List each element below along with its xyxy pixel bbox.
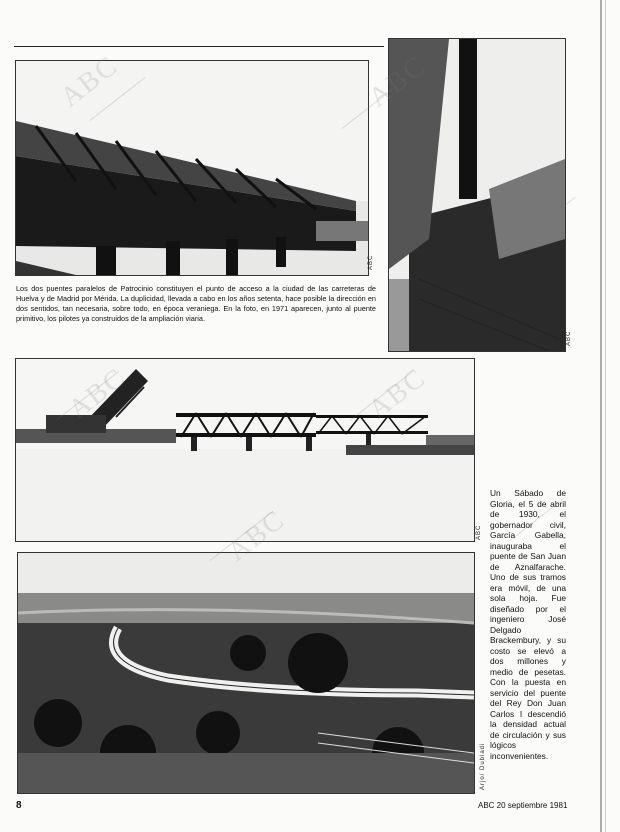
page-number: 8 xyxy=(16,800,22,811)
side-caption: Un Sábado de Gloria, el 5 de abril de 1930, el gobernador civil, García Gabella, inauguraba el puente de San Juan de Aznalfarache. Uno de sus tramos era móvil, de una sola hoja. Fue diseñado por el ingeniero José Delgado Brackembury, y su costo se elevó a dos millones y medio de pesetas. Con la puesta en servicio del puente del Rey Don Juan Carlos I descendió la densidad actual de circulación y sus lógicos inconvenientes. xyxy=(490,488,566,761)
aerial-photo-illustration xyxy=(18,553,474,793)
photo-credit: ABC xyxy=(566,330,572,346)
bridge-photo-illustration xyxy=(16,61,368,275)
photo-credit: ABC xyxy=(368,254,374,270)
truss-bridge-illustration xyxy=(16,359,474,541)
photo-san-juan-bridge xyxy=(15,358,475,542)
top-rule xyxy=(14,46,384,47)
photo-bridge-pier xyxy=(388,38,566,352)
pier-photo-illustration xyxy=(389,39,565,351)
photo-credit: ABC xyxy=(476,524,482,540)
photo-patrocinio-bridges xyxy=(15,60,369,276)
photo-caption: Los dos puentes paralelos de Patrocinio constituyen el punto de acceso a la ciudad de las carreteras de Huelva y de Madrid por Mérida. La duplicidad, llevada a cabo en los años setenta, hace posible la dirección en dos sentidos, tan necesaria, sobre todo, en época veraniega. En la foto, en 1971 aparecen, junto al puente primitivo, los pilotes ya construidos de la ampliación viaria. xyxy=(16,284,376,323)
column-rule xyxy=(605,0,606,832)
footer-date: ABC 20 septiembre 1981 xyxy=(478,801,568,810)
column-rule xyxy=(600,0,602,832)
photo-credit: Arjo/ Dubladi xyxy=(480,742,486,790)
photo-aerial-view xyxy=(17,552,475,794)
